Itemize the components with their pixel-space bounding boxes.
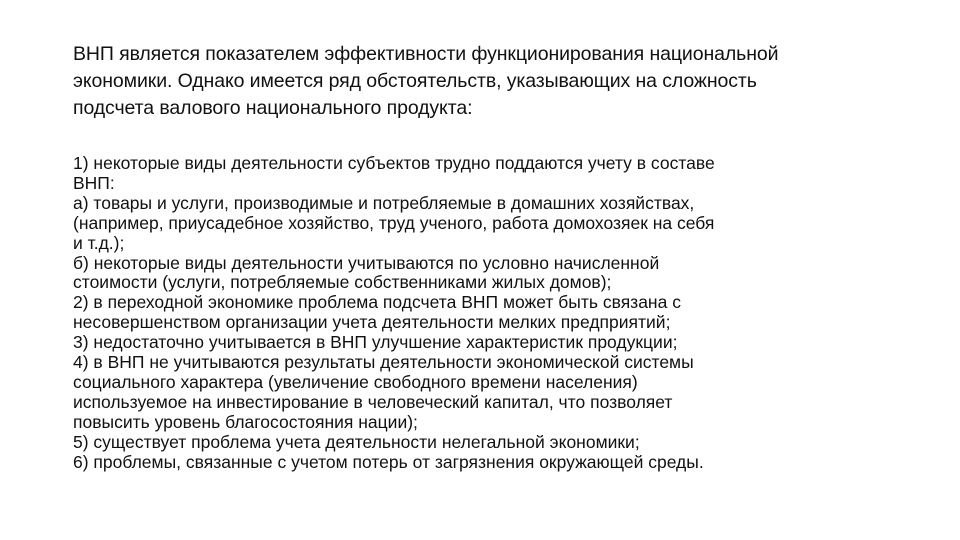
list-line: социального характера (увеличение свободного времени населения) bbox=[73, 371, 638, 392]
list-line: и т.д.); bbox=[73, 232, 125, 253]
list-line: ВНП: bbox=[73, 172, 115, 193]
list-line: 2) в переходной экономике проблема подсчета ВНП может быть связана с bbox=[73, 292, 681, 313]
list-line: 5) существует проблема учета деятельности нелегальной экономики; bbox=[73, 431, 640, 452]
list-line: используемое на инвестирование в человеческий капитал, что позволяет bbox=[73, 391, 673, 412]
list-line: 1) некоторые виды деятельности субъектов трудно поддаются учету в составе bbox=[73, 153, 715, 173]
list-line: стоимости (услуги, потребляемые собственниками жилых домов); bbox=[73, 272, 612, 293]
intro-line: подсчета валового национального продукта: bbox=[73, 97, 473, 119]
points-list bbox=[73, 154, 893, 473]
list-line: 6) проблемы, связанные с учетом потерь от загрязнения окружающей среды. bbox=[73, 451, 704, 472]
list-line: (например, приусадебное хозяйство, труд ученого, работа домохозяек на себя bbox=[73, 212, 715, 233]
list-line: а) товары и услуги, производимые и потребляемые в домашних хозяйствах, bbox=[73, 192, 695, 213]
list-line: б) некоторые виды деятельности учитываются по условно начисленной bbox=[73, 252, 660, 273]
intro-paragraph bbox=[73, 41, 893, 122]
list-line: 3) недостаточно учитывается в ВНП улучшение характеристик продукции; bbox=[73, 332, 678, 353]
intro-line: экономики. Однако имеется ряд обстоятельств, указывающих на сложность bbox=[73, 70, 757, 92]
list-line: несовершенством организации учета деятельности мелких предприятий; bbox=[73, 312, 671, 333]
list-line: повысить уровень благосостояния нации); bbox=[73, 411, 418, 432]
intro-line: ВНП является показателем эффективности функционирования национальной bbox=[73, 43, 779, 65]
list-line: 4) в ВНП не учитываются результаты деятельности экономической системы bbox=[73, 352, 694, 373]
